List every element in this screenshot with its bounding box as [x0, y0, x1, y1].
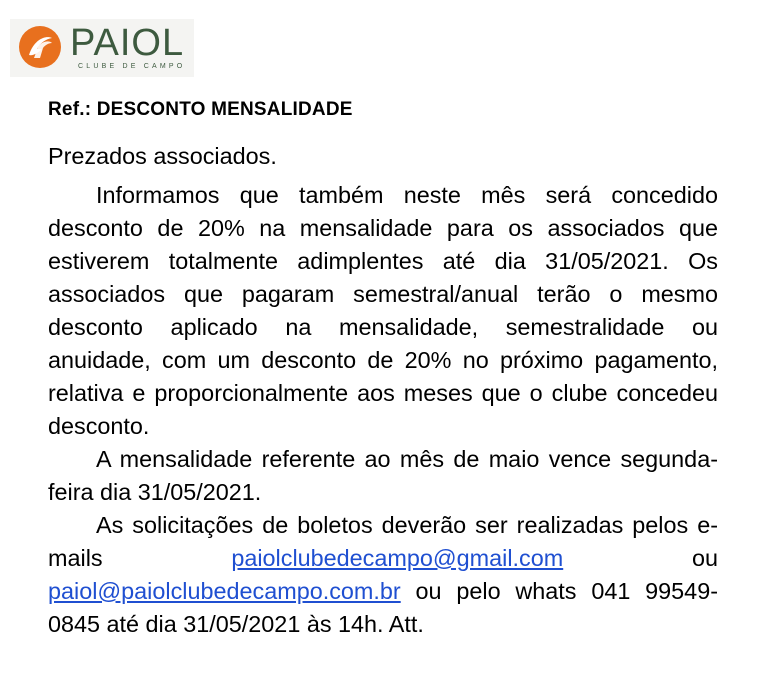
greeting: Prezados associados.	[48, 143, 277, 169]
email-link-club[interactable]: paiol@paiolclubedecampo.com.br	[48, 578, 401, 604]
logo-subtitle: CLUBE DE CAMPO	[78, 63, 186, 70]
logo-name: PAIOL	[70, 22, 185, 64]
reference-heading: Ref.: DESCONTO MENSALIDADE	[48, 99, 353, 120]
contact-text-3: ou pelo whats 041 99549-0845 até dia 31/05/2021 às 14h. Att.	[48, 578, 718, 637]
club-logo	[10, 19, 194, 77]
paragraph-due-date: A mensalidade referente ao mês de maio vence segunda-feira dia 31/05/2021.	[48, 446, 718, 505]
contact-text-1: As solicitações de boletos deverão ser realizadas pelos e-mails	[48, 512, 718, 571]
paragraph-discount: Informamos que também neste mês será concedido desconto de 20% na mensalidade para os associados que estiverem totalmente adimplentes até dia 31/05/2021. Os associados que pagaram semestral/anual terão o mesmo desconto aplicado na mensalidade, semestralidade ou anuidade, com um desconto de 20% no próximo pagamento, relativa e proporcionalmente aos meses que o clube concedeu desconto.	[48, 182, 718, 439]
paiol-emblem-icon	[18, 25, 62, 69]
email-link-gmail[interactable]: paiolclubedecampo@gmail.com	[231, 545, 564, 571]
letter-body	[48, 140, 718, 641]
paragraph-contact	[48, 509, 718, 641]
contact-text-2: ou	[563, 545, 718, 571]
